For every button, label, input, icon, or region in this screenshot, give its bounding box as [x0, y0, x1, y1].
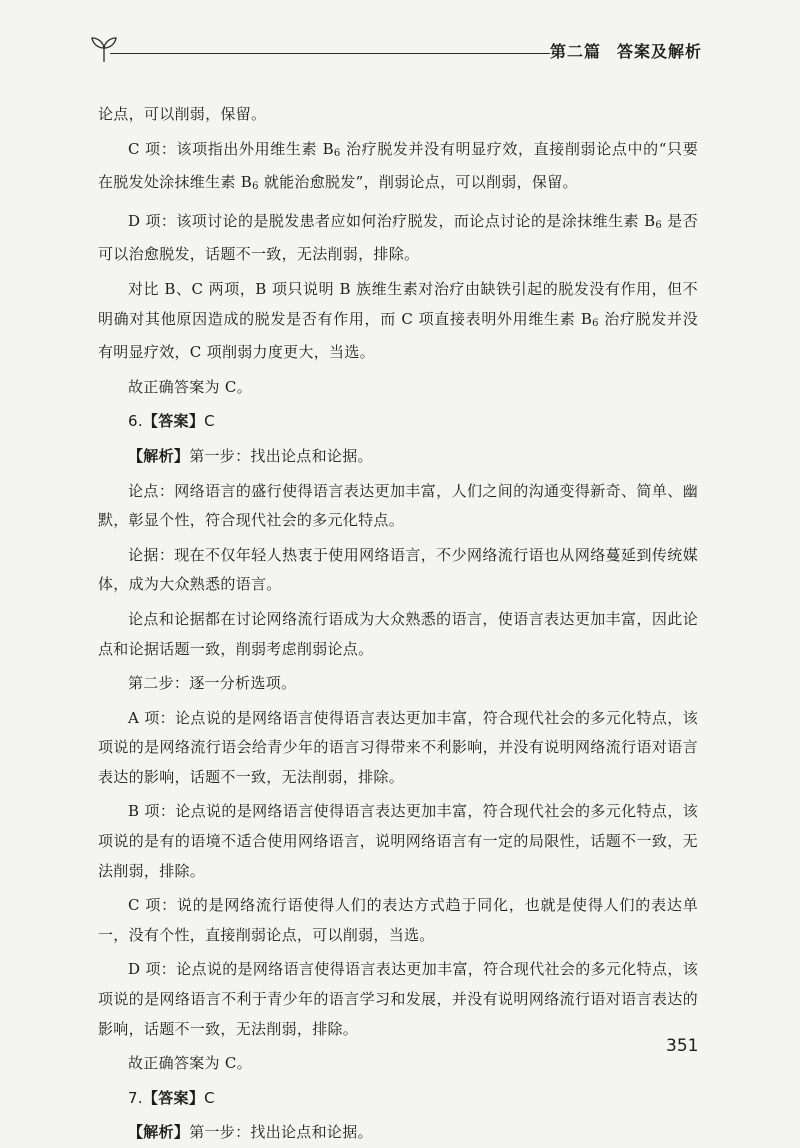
answer-label: 【答案】	[142, 412, 205, 431]
page-body	[98, 100, 698, 1148]
question-6-number: 6.	[128, 412, 143, 431]
paragraph-claim: 论点：网络语言的盛行使得语言表达更加丰富，人们之间的沟通变得新奇、简单、幽默，彰显个性，符合现代社会的多元化特点。	[98, 481, 698, 530]
paragraph-option-d: D 项：该项讨论的是脱发患者应如何治疗脱发，而论点讨论的是涂抹维生素 $B_6$ 是否可以治愈脱发，话题不一致，无法削弱，排除。	[98, 211, 698, 264]
paragraph-q6-option-b: B 项：论点说的是网络语言使得语言表达更加丰富，符合现代社会的多元化特点，该项说的是有的语境不适合使用网络语言，说明网络语言有一定的局限性，话题不一致，无法削弱，排除。	[98, 802, 698, 880]
header-title	[550, 39, 702, 62]
paragraph-evidence: 论据：现在不仅年轻人热衷于使用网络语言，不少网络流行语也从网络蔓延到传统媒体，成为大众熟悉的语言。	[98, 545, 698, 594]
page-number: 351	[666, 1036, 699, 1056]
paragraph-answer-5: 故正确答案为 C。	[128, 377, 252, 396]
paragraph-continuation: 论点，可以削弱，保留。	[98, 105, 267, 123]
analysis-label: 【解析】	[128, 446, 190, 465]
paragraph-answer-6: 故正确答案为 C。	[128, 1054, 252, 1073]
answer-value: C	[204, 412, 215, 431]
question-7-analysis: 【解析】第一步：找出论点和论据。	[128, 1123, 373, 1142]
question-6-analysis: 【解析】第一步：找出论点和论据。	[128, 446, 373, 465]
question-7-number: 7.	[128, 1088, 143, 1107]
answer-label: 【答案】	[142, 1088, 205, 1107]
paragraph-q6-option-c: C 项：说的是网络流行语使得人们的表达方式趋于同化，也就是使得人们的表达单一，没有个性，直接削弱论点，可以削弱，当选。	[98, 896, 698, 944]
answer-value: C	[204, 1088, 215, 1107]
question-6-answer	[98, 407, 698, 437]
paragraph-option-c: C 项：该项指出外用维生素 $B_6$ 治疗脱发并没有明显疗效，直接削弱论点中的“只要在脱发处涂抹维生素 $B_6$ 就能治愈脱发”，削弱论点，可以削弱，保留。	[98, 139, 698, 193]
running-header	[88, 30, 708, 66]
paragraph-step-2: 第二步：逐一分析选项。	[128, 674, 297, 693]
sprout-icon	[88, 34, 120, 64]
paragraph-link: 论点和论据都在讨论网络流行语成为大众熟悉的语言，使语言表达更加丰富，因此论点和论据话题一致，削弱考虑削弱论点。	[98, 609, 698, 658]
paragraph-comparison: 对比 B、C 两项，B 项只说明 B 族维生素对治疗由缺铁引起的脱发没有作用，但不明确对其他原因造成的脱发是否有作用，而 C 项直接表明外用维生素 $B_6$ 治疗脱发并没有明显疗效，C 项削弱力度更大，当选。	[98, 279, 698, 362]
paragraph-q6-option-a: A 项：论点说的是网络语言使得语言表达更加丰富，符合现代社会的多元化特点，该项说的是网络流行语会给青少年的语言习得带来不利影响，并没有说明网络流行语对语言表达的影响，话题不一致，无法削弱，排除。	[98, 708, 698, 786]
header-part: 第二篇	[549, 42, 601, 61]
analysis-label: 【解析】	[128, 1123, 190, 1142]
header-section: 答案及解析	[616, 42, 702, 61]
question-7-answer	[98, 1084, 698, 1114]
header-rule	[110, 53, 550, 54]
paragraph-q6-option-d: D 项：论点说的是网络语言使得语言表达更加丰富，符合现代社会的多元化特点，该项说的是网络语言不利于青少年的语言学习和发展，并没有说明网络流行语对语言表达的影响，话题不一致，无法削弱，排除。	[98, 960, 698, 1038]
